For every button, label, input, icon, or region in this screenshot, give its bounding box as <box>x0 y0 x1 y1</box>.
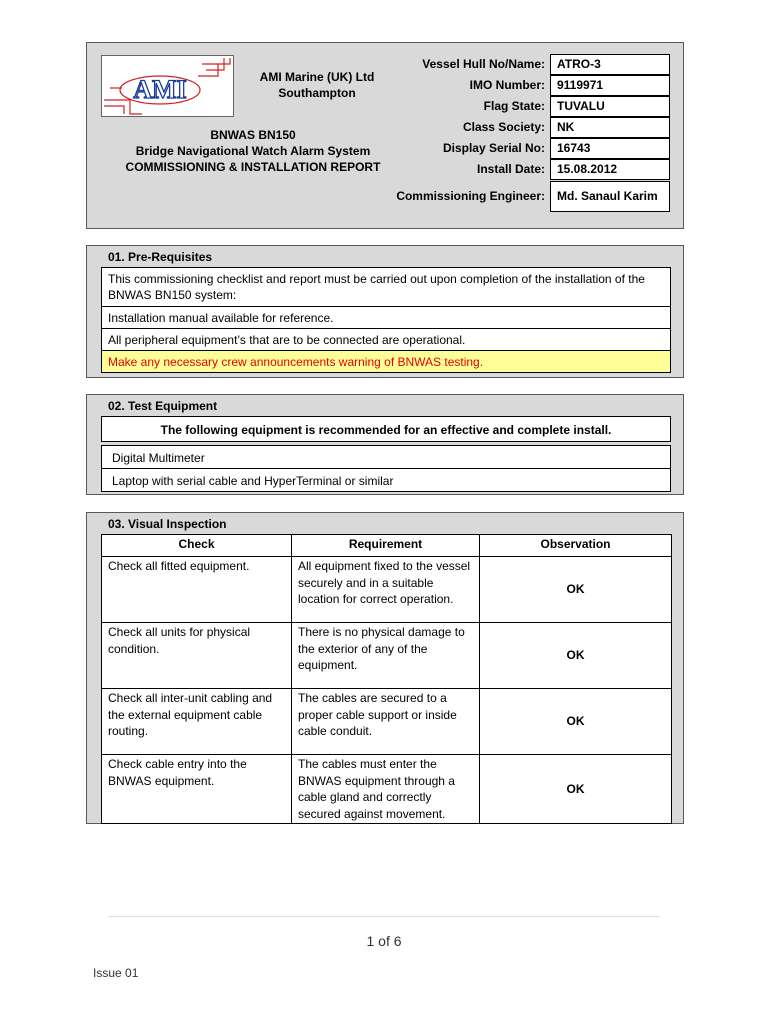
install-value: 15.08.2012 <box>550 159 670 180</box>
flag-row <box>87 96 685 117</box>
visual-inspection-panel <box>86 512 684 824</box>
column-header-observation: Observation <box>480 535 672 557</box>
table-row <box>102 689 672 755</box>
logo-text: AMI <box>133 75 187 104</box>
prereq-title: 01. Pre-Requisites <box>108 250 213 264</box>
test-equipment-panel <box>86 394 684 495</box>
observation-cell: OK <box>480 689 672 755</box>
flag-label: Flag State: <box>483 99 545 113</box>
install-row <box>87 159 685 180</box>
observation-cell: OK <box>480 557 672 623</box>
test-equipment-item: Digital Multimeter <box>101 445 671 469</box>
prereq-panel <box>86 245 684 378</box>
serial-value: 16743 <box>550 138 670 159</box>
vessel-hull-value: ATRO-3 <box>550 54 670 75</box>
class-value: NK <box>550 117 670 138</box>
check-cell: Check all fitted equipment. <box>102 557 292 623</box>
visual-inspection-table <box>101 534 672 824</box>
report-title-line: COMMISSIONING & INSTALLATION REPORT <box>125 160 381 174</box>
class-row <box>87 117 685 138</box>
check-cell: Check cable entry into the BNWAS equipment. <box>102 755 292 824</box>
prereq-item: Installation manual available for reference. <box>101 306 671 329</box>
table-header-row <box>102 535 672 557</box>
install-label: Install Date: <box>476 162 545 176</box>
prereq-item: All peripheral equipment’s that are to be connected are operational. <box>101 328 671 351</box>
requirement-cell: There is no physical damage to the exterior of any of the equipment. <box>292 623 480 689</box>
engineer-label: Commissioning Engineer: <box>396 189 545 203</box>
test-equipment-title: 02. Test Equipment <box>108 399 218 413</box>
prereq-item: This commissioning checklist and report must be carried out upon completion of the installation of the BNWAS BN150 system: <box>101 267 671 307</box>
issue-label: Issue 01 <box>93 966 139 980</box>
check-cell: Check all inter-unit cabling and the external equipment cable routing. <box>102 689 292 755</box>
serial-row <box>87 138 685 159</box>
imo-row <box>87 75 685 96</box>
vessel-hull-label: Vessel Hull No/Name: <box>422 57 545 71</box>
report-title-line: Bridge Navigational Watch Alarm System <box>135 144 371 158</box>
table-row <box>102 557 672 623</box>
engineer-row <box>87 181 685 212</box>
company-name: AMI Marine (UK) Ltd <box>259 70 375 84</box>
imo-value: 9119971 <box>550 75 670 96</box>
test-equipment-item: Laptop with serial cable and HyperTerminal or similar <box>101 468 671 492</box>
column-header-check: Check <box>102 535 292 557</box>
vessel-hull-row <box>87 54 685 75</box>
serial-label: Display Serial No: <box>442 141 545 155</box>
footer-divider <box>108 916 660 917</box>
flag-value: TUVALU <box>550 96 670 117</box>
visual-inspection-title: 03. Visual Inspection <box>108 517 227 531</box>
test-equipment-intro: The following equipment is recommended for an effective and complete install. <box>101 416 671 442</box>
imo-label: IMO Number: <box>469 78 545 92</box>
header-panel <box>86 42 684 229</box>
table-row <box>102 623 672 689</box>
requirement-cell: The cables are secured to a proper cable support or inside cable conduit. <box>292 689 480 755</box>
observation-cell: OK <box>480 755 672 824</box>
requirement-cell: The cables must enter the BNWAS equipment through a cable gland and correctly secured against movement. <box>292 755 480 824</box>
engineer-value: Md. Sanaul Karim <box>550 181 670 212</box>
observation-cell: OK <box>480 623 672 689</box>
column-header-requirement: Requirement <box>292 535 480 557</box>
requirement-cell: All equipment fixed to the vessel securely and in a suitable location for correct operation. <box>292 557 480 623</box>
check-cell: Check all units for physical condition. <box>102 623 292 689</box>
table-row <box>102 755 672 824</box>
crew-warning-item: Make any necessary crew announcements warning of BNWAS testing. <box>101 350 671 373</box>
page-number: 1 of 6 <box>366 933 402 949</box>
company-location: Southampton <box>278 86 356 100</box>
report-title-line: BNWAS BN150 <box>210 128 296 142</box>
class-label: Class Society: <box>462 120 545 134</box>
